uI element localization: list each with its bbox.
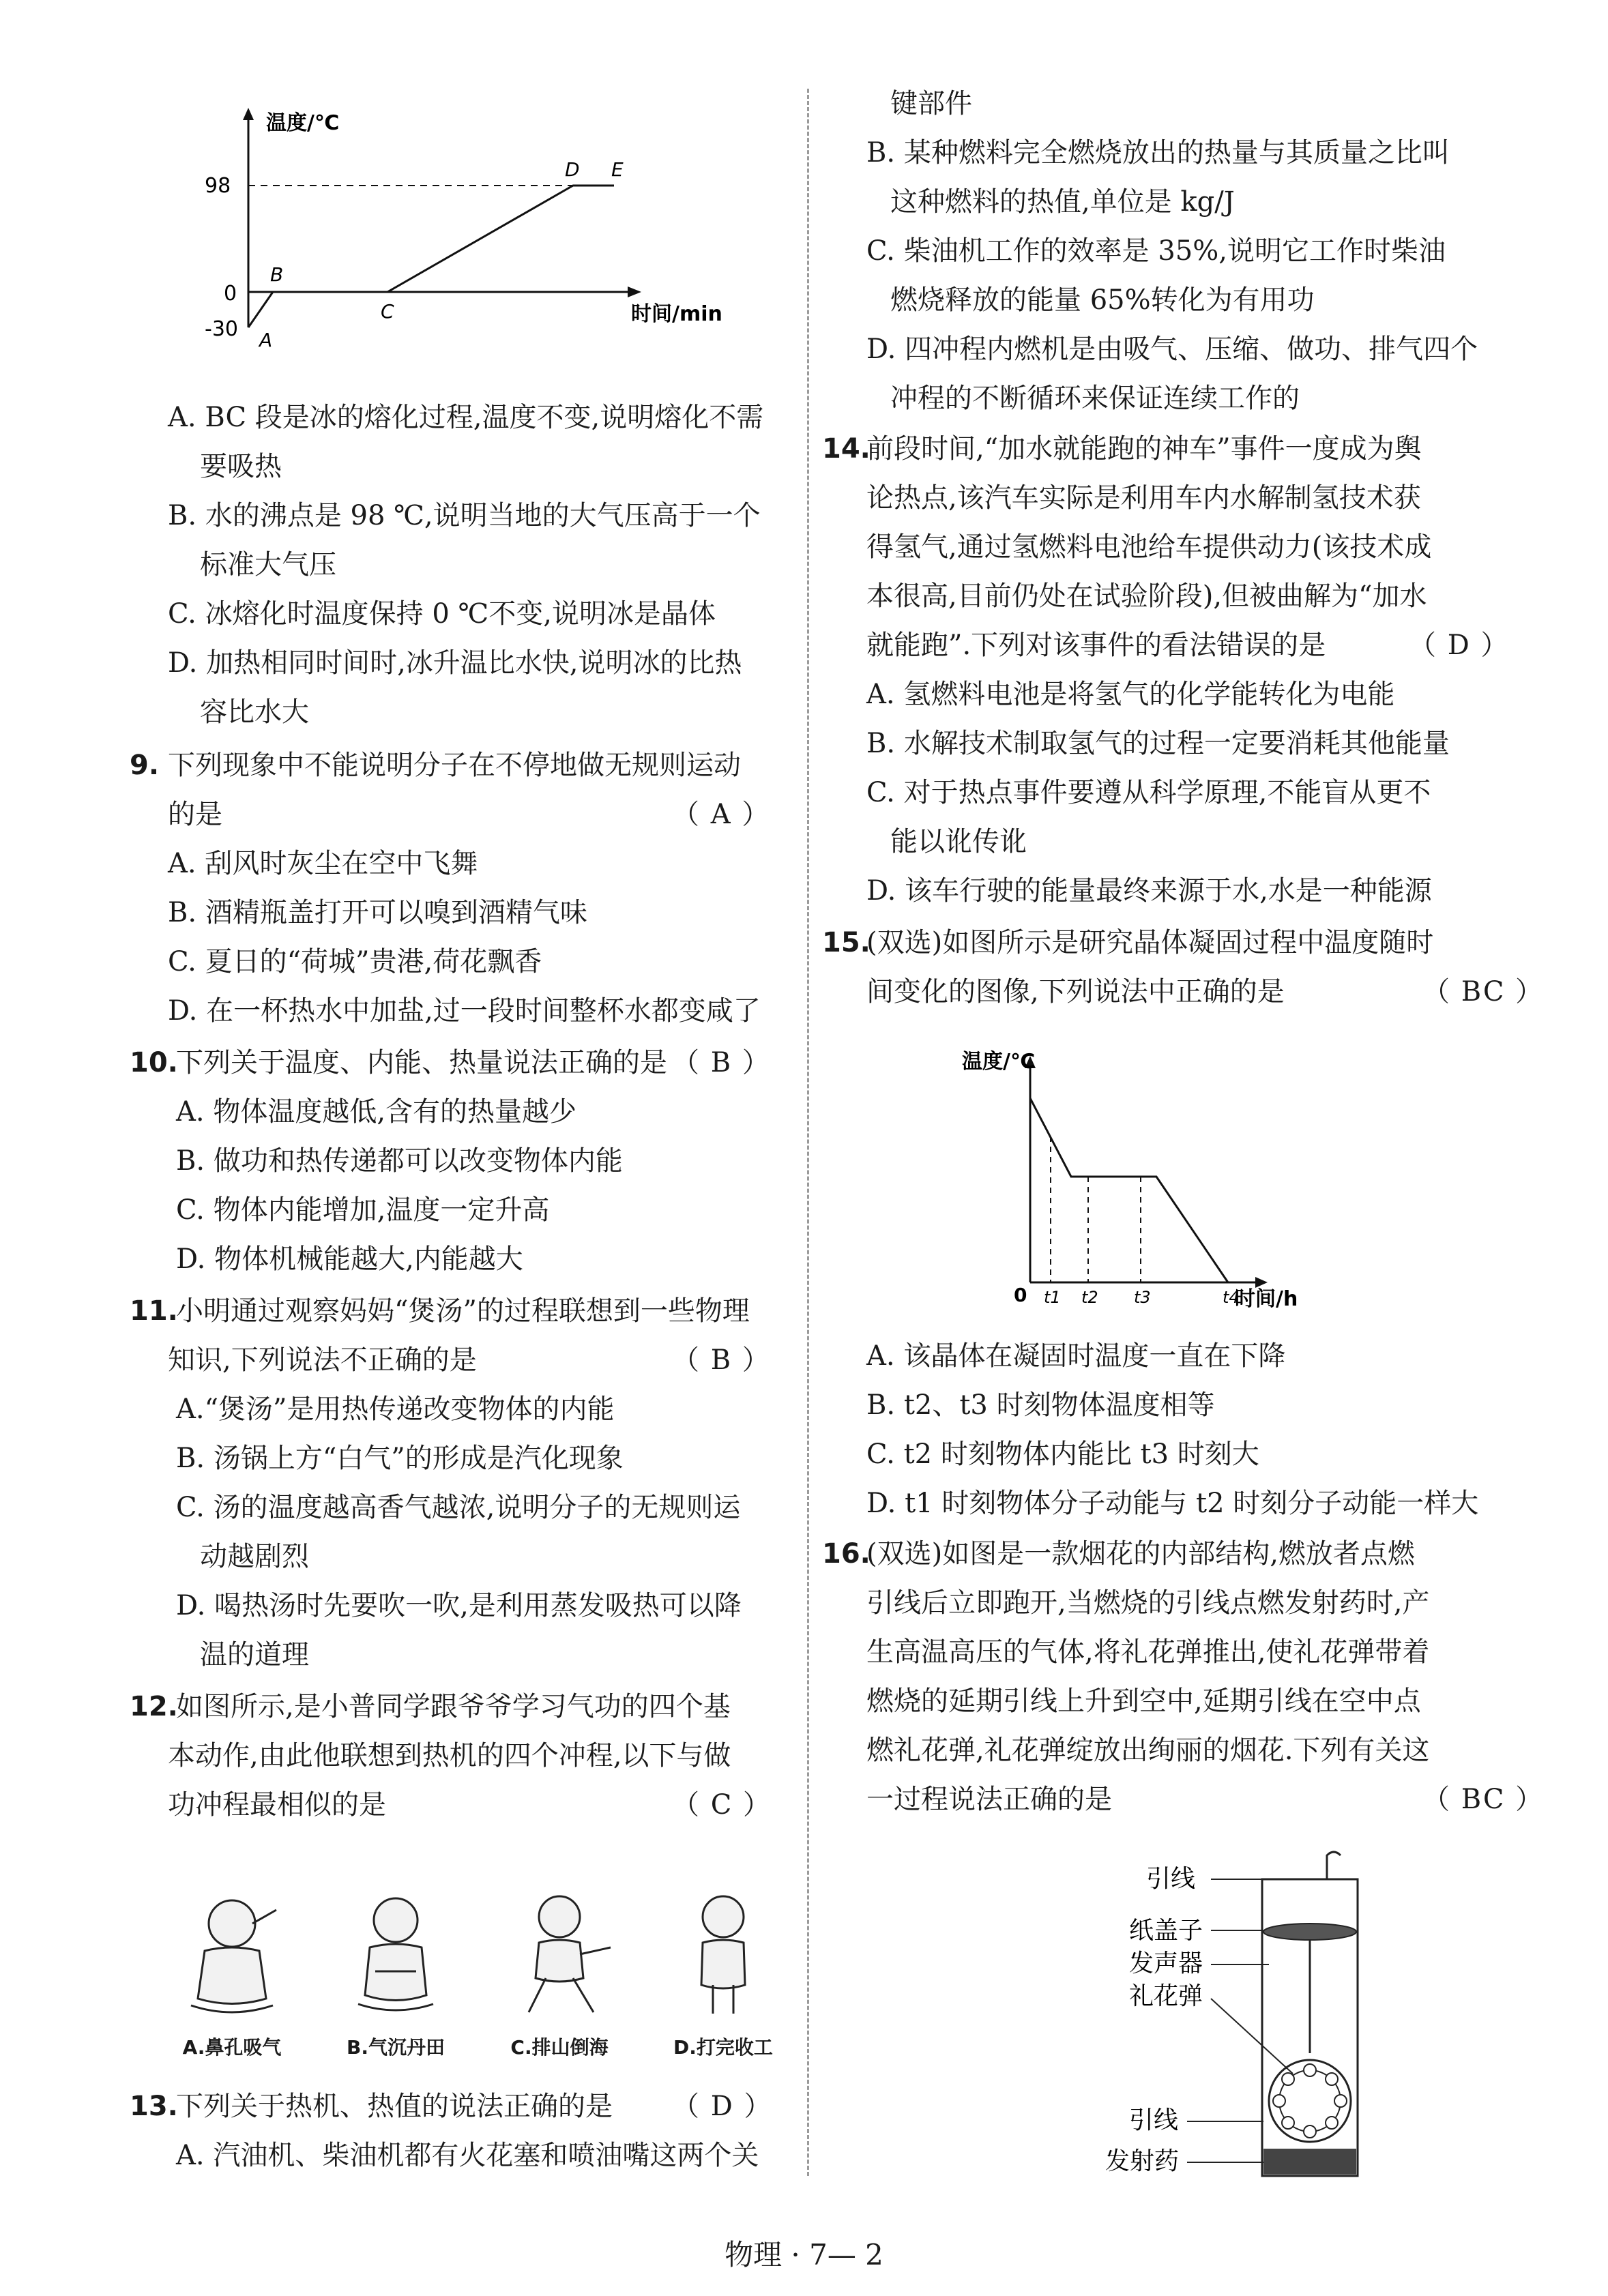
q10-answer: （ B ） [672,1047,771,1078]
q11-option-c-line1: C. 汤的温度越高香气越浓,说明分子的无规则运 [176,1492,741,1523]
q11-option-d-line1: D. 喝热汤时先要吹一吹,是利用蒸发吸热可以降 [176,1590,742,1621]
q13-option-c-line2: 燃烧释放的能量 65%转化为有用功 [890,284,1315,316]
graph2-curve [1030,1098,1228,1282]
pose-c [491,1883,628,2060]
firework-label-sound-device: 发声器 [1129,1949,1203,1977]
firework-propellant [1263,2149,1356,2175]
graph2-t4: t4 [1223,1288,1240,1307]
firework-label-propellant: 发射药 [1105,2147,1180,2175]
q16-stem-line6: 一过程说法正确的是 [866,1784,1112,1815]
q15-option-b: B. t2、t3 时刻物体温度相等 [866,1389,1215,1421]
q11-option-a: A.“煲汤”是用热传递改变物体的内能 [176,1394,615,1425]
firework-label-fuse-bottom: 引线 [1129,2106,1179,2134]
q14-option-d: D. 该车行驶的能量最终来源于水,水是一种能源 [866,875,1432,907]
q14-stem-line2: 论热点,该汽车实际是利用车内水解制氢技术获 [866,482,1421,514]
q12-answer: （ C ） [672,1789,772,1821]
q14-option-a: A. 氢燃料电池是将氢气的化学能转化为电能 [866,679,1395,710]
q13-option-a-line1: A. 汽油机、柴油机都有火花塞和喷油嘴这两个关 [176,2140,759,2171]
q10-option-c: C. 物体内能增加,温度一定升高 [176,1194,550,1226]
graph1-label-A: A [259,329,273,351]
graph2-origin: 0 [1014,1284,1027,1306]
graph1-y-label: 温度/℃ [266,111,340,135]
pose-a-figure [164,1883,300,2019]
q10-option-b: B. 做功和热传递都可以改变物体内能 [176,1145,623,1177]
q10-stem: 下列关于温度、内能、热量说法正确的是 [176,1047,667,1078]
graph2-x-arrow [1255,1277,1268,1288]
q9-option-a: A. 刮风时灰尘在空中飞舞 [168,848,478,879]
q13-option-b-line2: 这种燃料的热值,单位是 kg/J [890,186,1235,218]
q12-stem-line3: 功冲程最相似的是 [168,1789,386,1821]
firework-structure-diagram [1064,1849,1419,2190]
graph2-x-label: 时间/h [1235,1287,1298,1311]
q9-stem-line2: 的是 [168,799,222,830]
q15-stem-line1: (双选)如图所示是研究晶体凝固过程中温度随时 [866,927,1434,958]
q15-answer: （ BC ） [1422,976,1545,1007]
graph1-tick-98: 98 [205,174,231,198]
pose-d-figure [655,1883,791,2019]
q14-stem-line3: 得氢气,通过氢燃料电池给车提供动力(该技术成 [866,531,1432,563]
q16-stem-line5: 燃礼花弹,礼花弹绽放出绚丽的烟花.下列有关这 [866,1735,1430,1766]
q11-number: 11. [130,1295,178,1327]
q11-stem-line1: 小明通过观察妈妈“煲汤”的过程联想到一些物理 [176,1295,750,1327]
q14-stem-line1: 前段时间,“加水就能跑的神车”事件一度成为舆 [866,433,1422,465]
q16-stem-line1: (双选)如图是一款烟花的内部结构,燃放者点燃 [866,1538,1415,1570]
q13-answer: （ D ） [672,2091,773,2122]
q8-option-b-line2: 标准大气压 [200,549,336,580]
q14-stem-line4: 本很高,目前仍处在试验阶段),但被曲解为“加水 [866,580,1427,612]
firework-paper-cap [1263,1924,1356,1940]
graph1-tick-neg30: -30 [205,317,238,341]
q12-stem-line1: 如图所示,是小普同学跟爷爷学习气功的四个基 [176,1691,731,1722]
q10-option-a: A. 物体温度越低,含有的热量越少 [176,1096,577,1128]
graph1-curve [248,186,614,327]
column-divider [807,89,809,2176]
q11-option-b: B. 汤锅上方“白气”的形成是汽化现象 [176,1443,624,1474]
pose-b-figure [327,1883,464,2019]
pose-c-caption: C.排山倒海 [510,2036,609,2059]
q9-option-d: D. 在一杯热水中加盐,过一段时间整杯水都变咸了 [168,995,761,1027]
q9-answer: （ A ） [672,799,771,830]
pose-b [327,1883,464,2060]
q8-option-d-line2: 容比水大 [200,696,309,728]
pose-a [164,1883,300,2060]
graph-crystal-solidification [962,1044,1344,1316]
pose-d-caption: D.打完收工 [673,2036,773,2059]
q15-number: 15. [822,927,871,958]
graph1-tick-0: 0 [224,282,237,306]
q12-qigong-figures [164,1883,791,2060]
firework-label-fuse-top: 引线 [1146,1865,1196,1893]
q14-option-c-line2: 能以讹传讹 [890,826,1027,857]
q13-option-c-line1: C. 柴油机工作的效率是 35%,说明它工作时柴油 [866,235,1446,267]
q8-option-c: C. 冰熔化时温度保持 0 ℃不变,说明冰是晶体 [168,598,716,630]
q9-option-c: C. 夏日的“荷城”贵港,荷花飘香 [168,946,542,977]
q9-number: 9. [130,750,160,781]
q8-option-b-line1: B. 水的沸点是 98 ℃,说明当地的大气压高于一个 [168,500,761,531]
q11-option-c-line2: 动越剧烈 [200,1541,309,1572]
graph1-label-C: C [381,300,394,323]
q13-option-a-line2: 键部件 [890,88,972,119]
q16-stem-line2: 引线后立即跑开,当燃烧的引线点燃发射药时,产 [866,1587,1430,1619]
graph2-t2: t2 [1081,1288,1098,1307]
q13-option-b-line1: B. 某种燃料完全燃烧放出的热量与其质量之比叫 [866,137,1450,168]
q14-option-c-line1: C. 对于热点事件要遵从科学原理,不能盲从更不 [866,777,1431,808]
q16-stem-line3: 生高温高压的气体,将礼花弹推出,使礼花弹带着 [866,1636,1430,1668]
q8-option-d-line1: D. 加热相同时间时,冰升温比水快,说明冰的比热 [168,647,742,679]
pose-a-caption: A.鼻孔吸气 [182,2036,282,2059]
q10-option-d: D. 物体机械能越大,内能越大 [176,1243,523,1275]
q11-answer: （ B ） [672,1344,771,1376]
q8-option-a-line2: 要吸热 [200,451,282,482]
firework-label-shell: 礼花弹 [1129,1982,1203,2010]
q16-number: 16. [822,1538,871,1570]
q11-stem-line2: 知识,下列说法不正确的是 [168,1344,477,1376]
q9-stem-line1: 下列现象中不能说明分子在不停地做无规则运动 [168,750,741,781]
q11-option-d-line2: 温的道理 [200,1639,309,1671]
q15-option-c: C. t2 时刻物体内能比 t3 时刻大 [866,1439,1259,1470]
graph1-x-arrow [628,286,641,297]
q14-stem-line5: 就能跑”.下列对该事件的看法错误的是 [866,630,1326,661]
q16-answer: （ BC ） [1422,1784,1545,1815]
pose-d [655,1883,791,2060]
graph2-t3: t3 [1134,1288,1151,1307]
q13-option-d-line2: 冲程的不断循环来保证连续工作的 [890,383,1300,414]
firework-label-paper-cap: 纸盖子 [1129,1917,1203,1945]
q13-number: 13. [130,2091,178,2122]
q14-answer: （ D ） [1409,630,1510,661]
firework-top-fuse [1327,1852,1341,1879]
graph1-label-E: E [611,158,624,181]
q15-stem-line2: 间变化的图像,下列说法中正确的是 [866,976,1285,1007]
graph-temperature-time-ice [205,102,722,351]
pose-c-figure [491,1883,628,2019]
graph1-x-label: 时间/min [631,302,722,326]
graph1-y-arrow [243,108,254,120]
q13-stem: 下列关于热机、热值的说法正确的是 [176,2091,613,2122]
q9-option-b: B. 酒精瓶盖打开可以嗅到酒精气味 [168,897,587,928]
q13-option-d-line1: D. 四冲程内燃机是由吸气、压缩、做功、排气四个 [866,334,1478,365]
q14-number: 14. [822,433,871,465]
q15-option-d: D. t1 时刻物体分子动能与 t2 时刻分子动能一样大 [866,1488,1479,1519]
q12-number: 12. [130,1691,178,1722]
q12-stem-line2: 本动作,由此他联想到热机的四个冲程,以下与做 [168,1740,731,1771]
q14-option-b: B. 水解技术制取氢气的过程一定要消耗其他能量 [866,728,1450,759]
q8-option-a-line1: A. BC 段是冰的熔化过程,温度不变,说明熔化不需 [168,402,764,433]
q16-stem-line4: 燃烧的延期引线上升到空中,延期引线在空中点 [866,1686,1421,1717]
q10-number: 10. [130,1047,178,1078]
graph2-t1: t1 [1044,1288,1061,1307]
graph1-label-B: B [270,263,284,286]
graph2-y-label: 温度/℃ [962,1050,1036,1074]
pose-b-caption: B.气沉丹田 [347,2036,445,2059]
graph1-label-D: D [565,158,580,181]
q15-option-a: A. 该晶体在凝固时温度一直在下降 [866,1340,1286,1372]
page-footer: 物理 · 7— 2 [725,2238,883,2271]
